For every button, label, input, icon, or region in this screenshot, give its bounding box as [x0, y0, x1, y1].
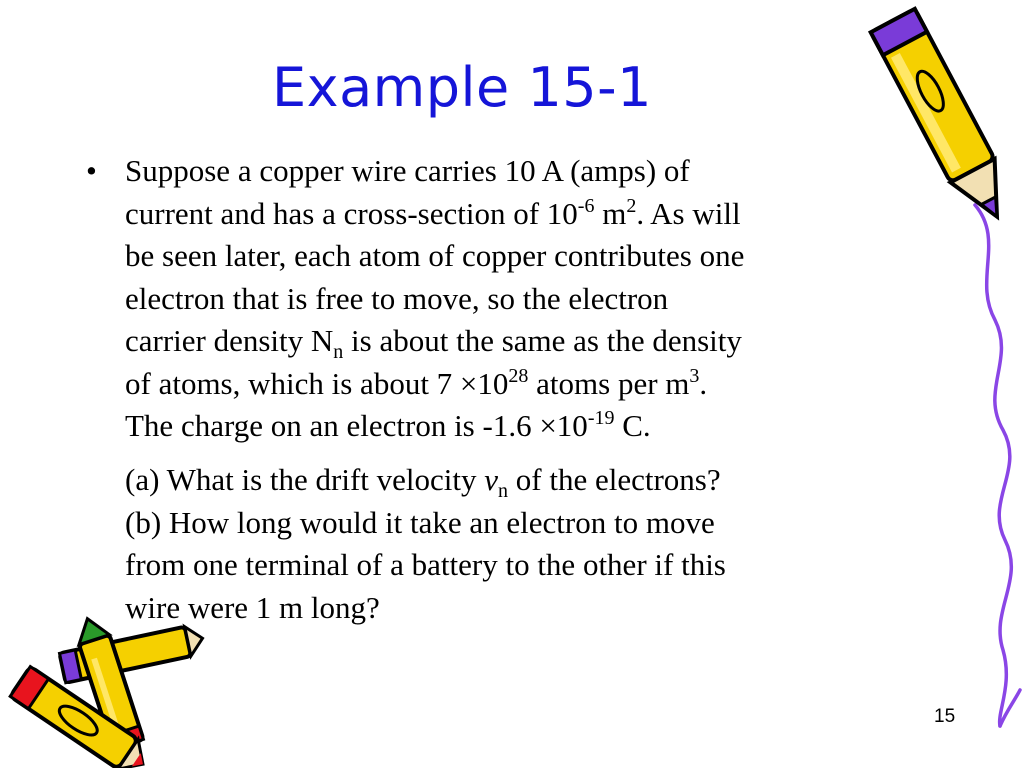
text-run: The charge on an electron is -1.6 ×10: [125, 408, 588, 443]
text-run: from one terminal of a battery to the other if this: [125, 547, 726, 582]
text-run: of the electrons?: [508, 462, 721, 497]
problem-statement: [125, 150, 925, 448]
text-line: [125, 459, 925, 502]
superscript: 2: [626, 194, 637, 217]
text-run: current and has a cross-section of 10: [125, 195, 578, 231]
text-run: wire were 1 m long?: [125, 589, 380, 625]
subscript: n: [498, 480, 509, 502]
text-line: [125, 235, 925, 278]
subscript: n: [333, 341, 344, 363]
text-line: [125, 587, 925, 630]
text-line: [125, 544, 925, 587]
text-run: . As will: [636, 195, 741, 231]
text-run: atoms per m: [528, 365, 690, 401]
page-number: 15: [934, 706, 956, 727]
text-line: [125, 193, 925, 236]
text-run: m: [594, 195, 627, 231]
bullet-marker: •: [86, 153, 97, 188]
crayons-clipart-icon: [0, 615, 205, 768]
text-run: is about the same as the density: [343, 323, 742, 358]
text-line: [125, 405, 925, 448]
text-run: .: [699, 365, 708, 401]
slide-title: Example 15-1: [272, 56, 652, 119]
superscript: -19: [587, 407, 615, 429]
problem-questions: [125, 459, 925, 629]
text-line: [125, 278, 925, 321]
text-run: C.: [614, 408, 651, 443]
italic-variable: v: [484, 462, 499, 497]
text-line: [125, 363, 925, 406]
text-line: [125, 150, 925, 193]
text-run: Suppose a copper wire carries 10 A (amps) of: [125, 153, 690, 188]
text-run: electron that is free to move, so the electron: [125, 280, 669, 316]
superscript: 28: [508, 364, 529, 387]
text-run: carrier density N: [125, 323, 334, 358]
superscript: 3: [689, 364, 700, 387]
text-run: of atoms, which is about 7 ×10: [125, 365, 509, 401]
text-line: [125, 320, 925, 363]
pencil-clipart-icon: [855, 0, 1024, 730]
superscript: -6: [577, 194, 595, 217]
text-run: (a) What is the drift velocity: [125, 462, 485, 497]
text-line: [125, 502, 925, 545]
text-run: be seen later, each atom of copper contributes one: [125, 238, 745, 273]
text-run: (b) How long would it take an electron to move: [125, 504, 715, 540]
